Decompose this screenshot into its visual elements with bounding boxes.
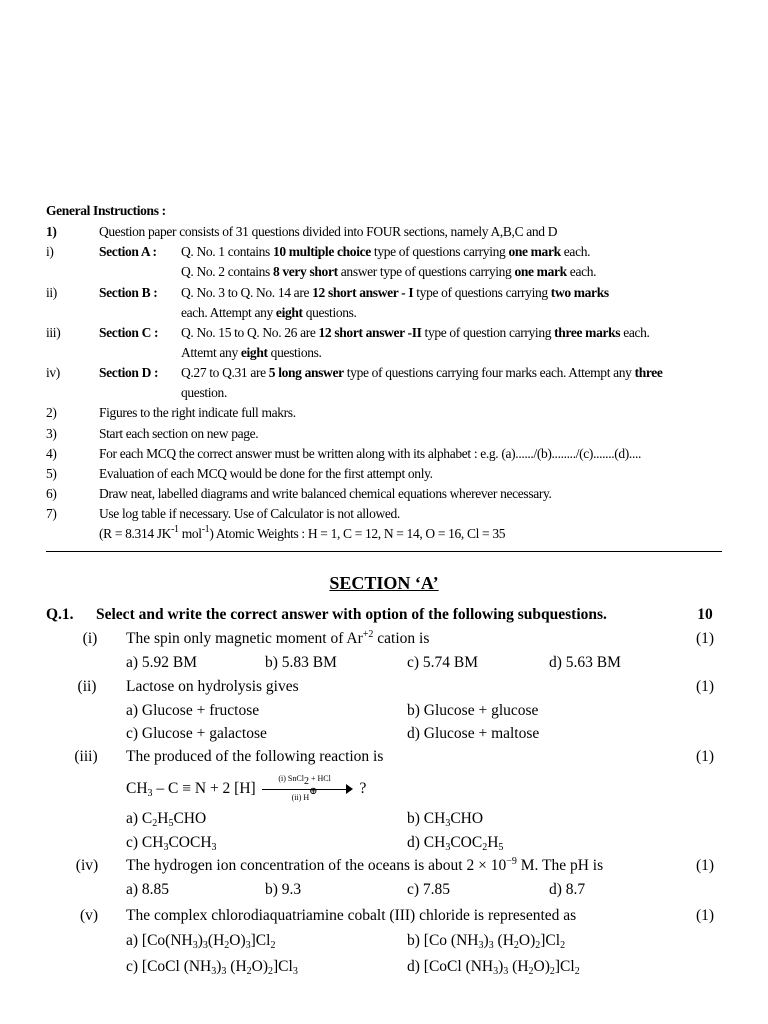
instruction-number: iii) [46,325,61,340]
option-d: d) 8.7 [549,881,586,898]
instruction-number: ii) [46,285,57,300]
subquestion-text: The produced of the following reaction is [126,748,384,765]
instruction-text: Question paper consists of 31 questions divided into FOUR sections, namely A,B,C and D [99,224,558,239]
constants-line: (R = 8.314 $JK^{-1}$ mol$^{-1}$) Atomic Weights : H = 1, C = 12, N = 14, O = 16, Cl = 35 [99,524,506,541]
option-b: b) [Co $(NH_3)_3$ $(H_2O)_2]Cl_2$ [407,932,566,951]
subquestion-text: The complex chlorodiaquatriamine cobalt (III) chloride is represented as [126,907,577,924]
instruction-text: each. Attempt any eight questions. [181,305,357,320]
option-c: c) 7.85 [407,881,451,898]
subquestion-marks: (1) [695,907,715,924]
instruction-text: Q. No. 1 contains 10 multiple choice type of questions carrying one mark each. [181,244,591,259]
option-a: a) $C_2H_5CHO$ [126,810,207,829]
instruction-text: For each MCQ the correct answer must be written along with its alphabet : e.g. (a)....../(b)......../(c).......(d).... [99,446,642,461]
instruction-number: i) [46,244,54,259]
subquestion-text: Lactose on hydrolysis gives [126,678,299,695]
subquestion-text: The hydrogen ion concentration of the oceans is about $2 \times 10^{-9}$ M. The pH is [126,856,604,874]
instruction-number: 5) [46,466,57,481]
instruction-text: Evaluation of each MCQ would be done for the first attempt only. [99,466,433,481]
section-label: Section C : [99,325,159,340]
instruction-number: iv) [46,365,60,380]
section-label: Section B : [99,285,158,300]
instruction-text: Q.27 to Q.31 are 5 long answer type of questions carrying four marks each. Attempt any three [181,365,663,380]
option-c: c) [CoCl $(NH_3)_3$ $(H_2O)_2]Cl_3$ [126,958,298,977]
instruction-number: 2) [46,405,57,420]
instruction-text: question. [181,385,227,400]
reaction-equation: $CH_3 - C \equiv N + 2$ [H] (i) SnCl$_2$ + HCl (ii) H⊕ ? [126,774,367,803]
instruction-text: Use log table if necessary. Use of Calculator is not allowed. [99,506,400,521]
subquestion-number: (ii) [77,678,97,695]
subquestion-marks: (1) [695,678,715,695]
instruction-text: Attemt any eight questions. [181,345,322,360]
option-c: c) Glucose + galactose [126,725,267,742]
instruction-number: 1) [46,224,57,239]
subquestion-number: (i) [82,630,98,647]
subquestion-marks: (1) [695,857,715,874]
option-d: d) Glucose + maltose [407,725,540,742]
subquestion-number: (iii) [74,748,98,765]
option-b: b) 9.3 [265,881,302,898]
instructions-heading: General Instructions : [46,203,166,218]
option-c: c) $CH_3COCH_3$ [126,834,217,853]
subquestion-number: (v) [79,907,99,924]
instruction-number: 7) [46,506,57,521]
option-d: d) [CoCl $(NH_3)_3$ $(H_2O)_2]Cl_2$ [407,958,580,977]
option-a: a) 5.92 BM [126,654,198,671]
divider [46,551,722,552]
subquestion-number: (iv) [75,857,99,874]
option-d: d) $CH_3COC_2H_5$ [407,834,504,853]
section-label: Section D : [99,365,159,380]
option-a: a) $[Co(NH_3)_3(H_2O)_3]Cl_2$ [126,932,276,951]
instruction-text: Q. No. 3 to Q. No. 14 are 12 short answer - I type of questions carrying two marks [181,285,609,300]
section-label: Section A : [99,244,157,259]
option-a: a) Glucose + fructose [126,702,260,719]
subquestion-marks: (1) [695,748,715,765]
section-title: SECTION ‘A’ [329,573,439,593]
reaction-arrow: (i) SnCl$_2$ + HCl (ii) H⊕ [262,782,354,796]
option-c: c) 5.74 BM [407,654,479,671]
instruction-number: 3) [46,426,57,441]
instruction-text: Start each section on new page. [99,426,259,441]
instruction-text: Draw neat, labelled diagrams and write balanced chemical equations wherever necessary. [99,486,552,501]
instruction-number: 6) [46,486,57,501]
subquestion-text: The spin only magnetic moment of $Ar^{+2}$ cation is [126,629,430,647]
instruction-number: 4) [46,446,57,461]
instruction-text: Figures to the right indicate full makrs. [99,405,296,420]
question-text: Select and write the correct answer with option of the following subquestions. [96,606,607,623]
subquestion-marks: (1) [695,630,715,647]
option-d: d) 5.63 BM [549,654,621,671]
instruction-text: Q. No. 2 contains 8 very short answer type of questions carrying one mark each. [181,264,597,279]
option-a: a) 8.85 [126,881,170,898]
instruction-text: Q. No. 15 to Q. No. 26 are 12 short answer -II type of question carrying three marks each. [181,325,650,340]
question-marks: 10 [697,606,713,623]
option-b: b) Glucose + glucose [407,702,539,719]
option-b: b) 5.83 BM [265,654,337,671]
option-b: b) $CH_3CHO$ [407,810,484,829]
question-number: Q.1. [46,606,74,623]
